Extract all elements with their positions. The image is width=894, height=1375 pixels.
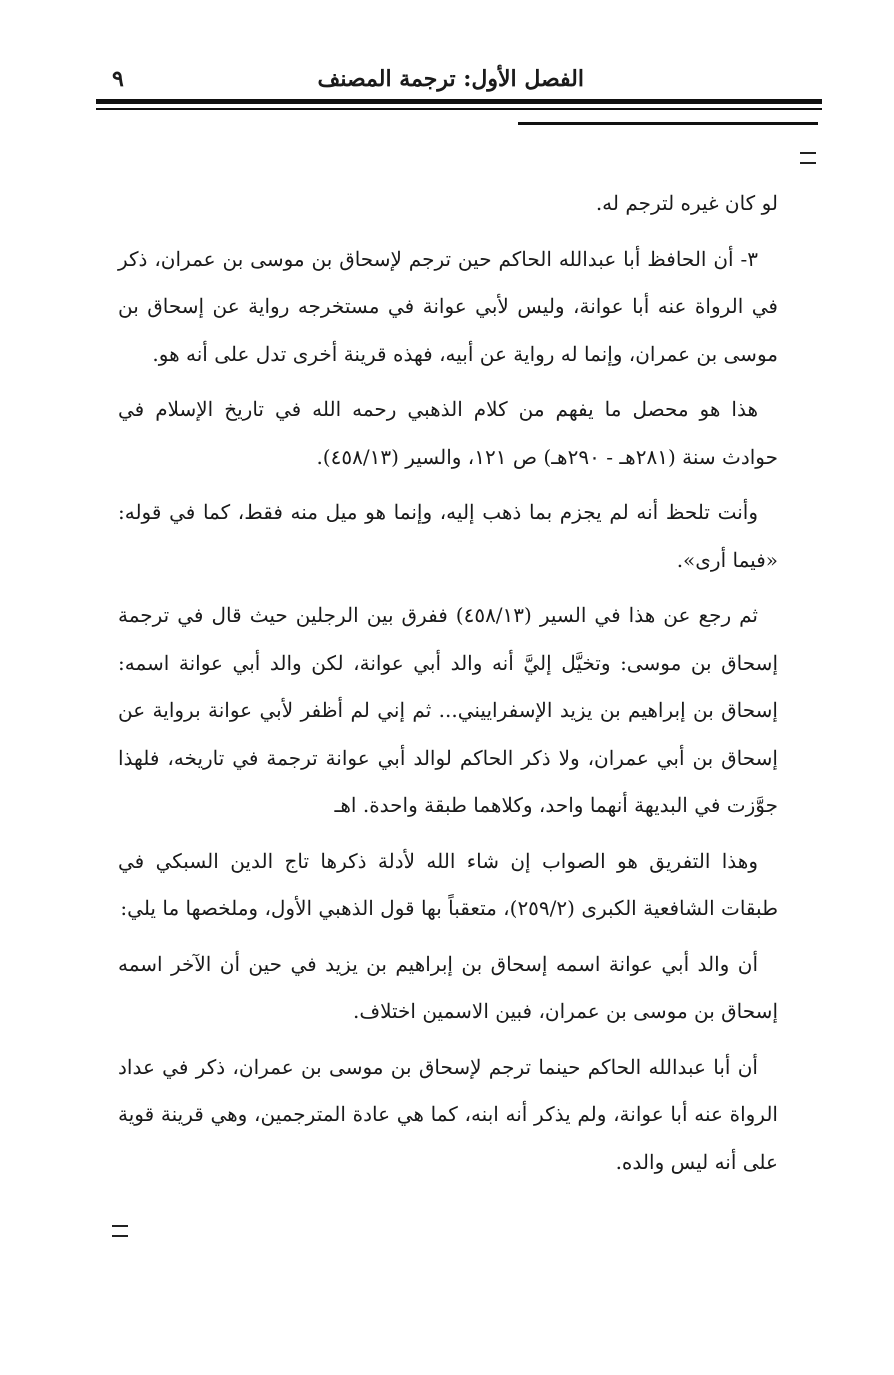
paragraph: ثم رجع عن هذا في السير (٤٥٨/١٣) ففرق بين الرجلين حيث قال في ترجمة إسحاق بن موسى: وتخيَّل إليَّ أنه والد أبي عوانة، لكن والد أبي عوانة اسمه: إسحاق بن إبراهيم بن يزيد الإسفراييني... ثم إني لم أظفر لأبي عوانة برواية عن إسحاق بن أبي عمران، ولا ذكر الحاكم لوالد أبي عوانة ترجمة في تاريخه، فلهذا جوَّزت في البديهة أنهما واحد، وكلاهما طبقة واحدة. اهـ [118, 603, 778, 817]
paragraph: وهذا التفريق هو الصواب إن شاء الله لأدلة ذكرها تاج الدين السبكي في طبقات الشافعية الكبرى (٢٥٩/٢)، متعقباً بها قول الذهبي الأول، وملخصها ما يلي: [118, 848, 778, 920]
paragraph: أن أبا عبدالله الحاكم حينما ترجم لإسحاق بن موسى بن عمران، ذكر في عداد الرواة عنه أبا عوانة، ولم يذكر أنه ابنه، كما هي عادة المترجمين، وهي قرينة قوية على أنه ليس والده. [118, 1054, 778, 1174]
continuation-mark-bottom [112, 1225, 128, 1237]
paragraph: وأنت تلحظ أنه لم يجزم بما ذهب إليه، وإنما هو ميل منه فقط، كما في قوله: «فيما أرى». [118, 500, 778, 572]
paragraph: أن والد أبي عوانة اسمه إسحاق بن إبراهيم بن يزيد في حين أن الآخر اسمه إسحاق بن موسى بن عمران، فبين الاسمين اختلاف. [118, 951, 778, 1023]
paragraph: هذا هو محصل ما يفهم من كلام الذهبي رحمه الله في تاريخ الإسلام في حوادث سنة (٢٨١هـ - ٢٩٠هـ) ص ١٢١، والسير (٤٥٨/١٣). [118, 397, 778, 469]
page-body [118, 180, 778, 1186]
footnote-rule [518, 122, 818, 125]
header-rule-thin [96, 108, 822, 110]
continuation-mark-top [800, 152, 816, 164]
header-rule-thick [96, 99, 822, 104]
page-number: ٩ [112, 66, 124, 92]
page-header [96, 62, 822, 102]
chapter-title: الفصل الأول: ترجمة المصنف [317, 66, 584, 92]
paragraph: لو كان غيره لترجم له. [595, 191, 778, 215]
paragraph: ٣- أن الحافظ أبا عبدالله الحاكم حين ترجم لإسحاق بن موسى بن عمران، ذكر في الرواة عنه أبا عوانة، وليس لأبي عوانة في مستخرجه رواية عن إسحاق بن موسى بن عمران، وإنما له رواية عن أبيه، فهذه قرينة أخرى تدل على أنه هو. [118, 246, 778, 366]
